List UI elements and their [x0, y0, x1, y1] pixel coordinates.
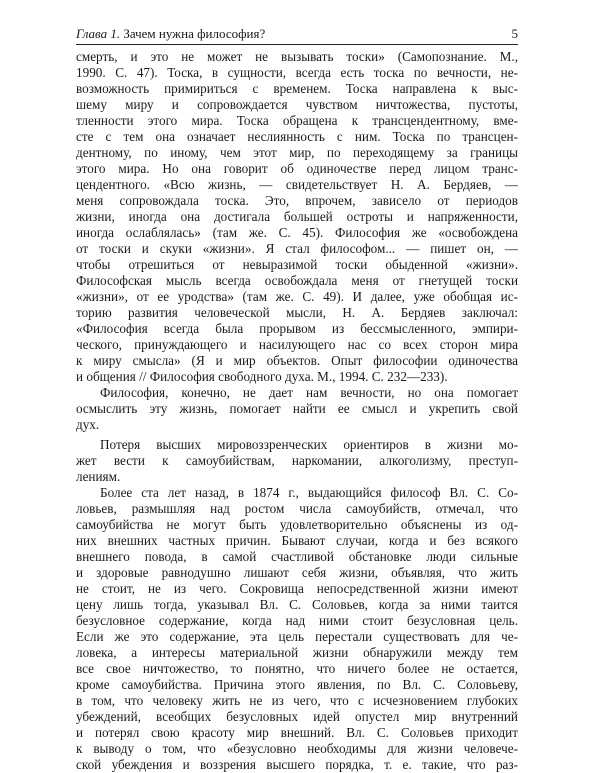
text-line: самоубийства не могут быть удовлетворительно объяснены из од- [76, 517, 518, 532]
text-line: ческого, принуждающего и насилующего нас со всех сторон мира [76, 337, 518, 352]
text-line: Философия, конечно, не дает нам вечности, но она помогает [100, 385, 518, 400]
text-line: в том, что человеку жить не из чего, что с исчезновением глубоких [76, 693, 518, 708]
text-line: осмыслить эту жизнь, помогает найти ее смысл и укрепить свой [76, 401, 518, 416]
chapter-title: Зачем нужна философия? [123, 26, 266, 41]
text-line: этого мира. Но она говорит об одиночестве перед лицом транс- [76, 161, 518, 176]
text-line: не стоит, не из чего. Сокровища непосредственной жизни имеют [76, 581, 518, 596]
text-line: безусловное содержание, когда над ними стоит безусловная цель. [76, 613, 518, 628]
text-line: иногда ослаблялась» (там же. С. 45). Философия же «освобождена [76, 225, 518, 240]
text-line: «жизни», от ее уродства» (там же. С. 49). И далее, уже обобщая ис- [76, 289, 518, 304]
text-line: «Философия всегда была прорывом из бессмысленного, эмпири- [76, 321, 518, 336]
running-header [76, 26, 518, 45]
text-line: чтобы отрешиться от невыразимой тоски обыденной «жизни». [76, 257, 518, 272]
text-line: все свое ничтожество, то понятно, что ничего более не остается, [76, 661, 518, 676]
page-number: 5 [511, 26, 518, 41]
text-line: меня сопровождала тоска. Это, впрочем, зависело от периодов [76, 193, 518, 208]
text-line: Если же это содержание, эта цель перестали существовать для че- [76, 629, 518, 644]
text-line: Потеря высших мировоззренческих ориентиров в жизни мо- [100, 437, 518, 452]
text-line: и здоровые равнодушно лишают себя жизни, объявляя, что жить [76, 565, 518, 580]
text-line: цендентного. «Всю жизнь, — свидетельствует Н. А. Бердяев, — [76, 177, 518, 192]
text-line: торию развития человеческой мысли, Н. А. Бердяев заключал: [76, 305, 518, 320]
text-line: тленности этого мира. Тоска обращена к трансцендентному, вме- [76, 113, 518, 128]
page-body [76, 49, 518, 773]
text-line: Более ста лет назад, в 1874 г., выдающийся философ Вл. С. Со- [100, 485, 518, 500]
text-line: и потерял свою красоту мир внешний. Вл. С. Соловьев приходит [76, 725, 518, 740]
text-line: сте с тем она означает неслиянность с ним. Тоска по трансцен- [76, 129, 518, 144]
text-line: них внешних частных причин. Бывают случаи, когда и без всякого [76, 533, 518, 548]
header-title [76, 26, 265, 42]
text-line: внешнего повода, в самой счастливой обстановке люди сильные [76, 549, 518, 564]
text-line: дух. [76, 417, 100, 432]
text-line: жет вести к самоубийствам, наркомании, алкоголизму, преступ- [76, 453, 518, 468]
text-line: 1990. С. 47). Тоска, в сущности, всегда есть тоска по вечности, не- [76, 65, 518, 80]
text-line: кроме самоубийства. Причина этого явления, по Вл. С. Соловьеву, [76, 677, 518, 692]
text-line: и общения // Философия свободного духа. М., 1994. С. 232—233). [76, 369, 448, 384]
text-line: дентному, по иному, чем этот мир, по переходящему за границы [76, 145, 518, 160]
text-line: к миру смысла» (Я и мир объектов. Опыт философии одиночества [76, 353, 518, 368]
text-line: шему миру и сопровождается чувством ничтожества, пустоты, [76, 97, 518, 112]
text-line: ловека, а интересы материальной жизни обнаружили между тем [76, 645, 518, 660]
text-line: от тоски и скуки «жизни». Я стал философом... — пишет он, — [76, 241, 518, 256]
text-line: возможность примириться с временем. Тоска направлена к выс- [76, 81, 518, 96]
text-line: к выводу о том, что «безусловно необходимы для жизни человече- [76, 741, 518, 756]
text-line: жизни, иногда она достигала большей остроты и напряженности, [76, 209, 518, 224]
text-line: смерть, и это не может не вызывать тоски» (Самопознание. М., [76, 49, 518, 64]
text-line: ловьев, размышляя над ростом числа самоубийств, отмечал, что [76, 501, 518, 516]
text-line: ской убеждения и воззрения высшего порядка, т. е. такие, что раз- [76, 757, 518, 772]
text-line: цену лишь тогда, указывал Вл. С. Соловьев, когда за ними таится [76, 597, 518, 612]
text-line: Философская мысль всегда освобождала меня от гнетущей тоски [76, 273, 518, 288]
text-line: убеждений, всеобщих безусловных идей опустел мир внутренний [76, 709, 518, 724]
chapter-label: Глава 1. [76, 26, 121, 41]
text-line: лениям. [76, 469, 121, 484]
